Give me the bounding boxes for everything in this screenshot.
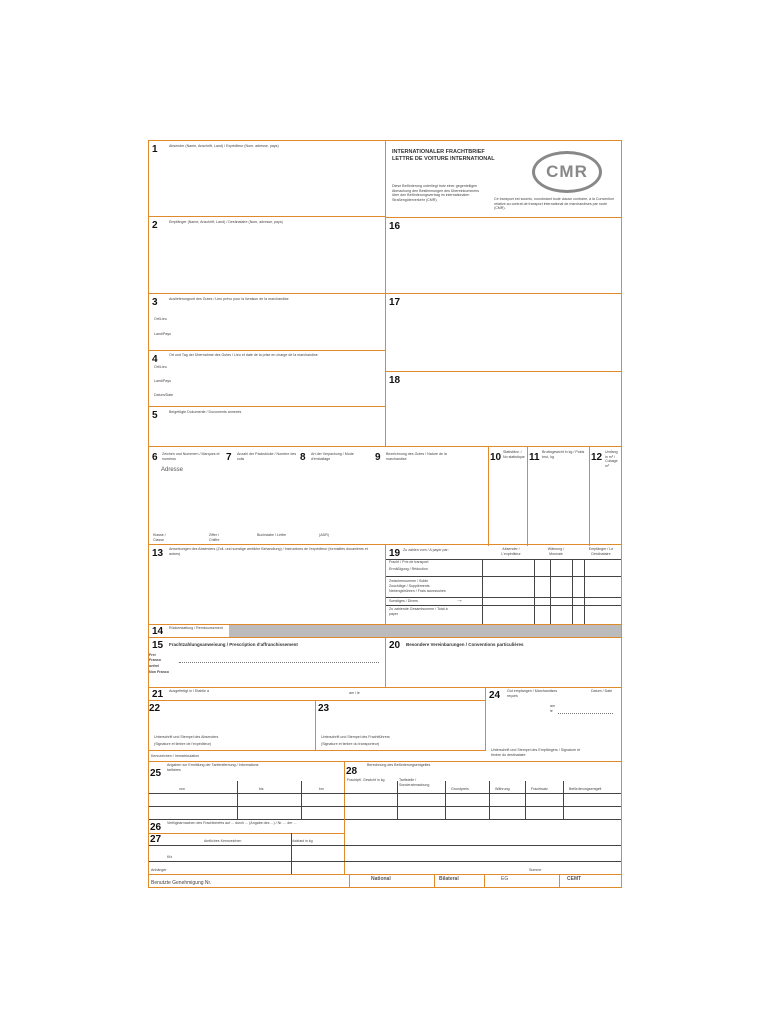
- row-label: Nebengebühren / Frais accessoires: [389, 589, 446, 593]
- field-label: Angaben zur Ermittlung der Tarifentfernung / Informations tarifaires: [167, 763, 259, 772]
- divider: [527, 447, 528, 546]
- field-label: Berechnung des Beförderungsentgeltes: [367, 763, 431, 767]
- field-number: 23: [318, 703, 330, 714]
- field-13-instructions[interactable]: [149, 545, 386, 624]
- place-label: Ort/Lieu: [154, 365, 167, 369]
- row-label: Zwischensumme / Solde: [389, 579, 429, 583]
- cmr-title-fr: LETTRE DE VOITURE INTERNATIONAL: [392, 156, 495, 162]
- field-number: 27: [150, 834, 162, 845]
- col-line: [397, 781, 398, 819]
- col-line: [489, 781, 490, 819]
- field-number: 19: [389, 548, 401, 559]
- field-label: Ausgefertigt in / Etablie à: [169, 689, 209, 693]
- divider: [559, 874, 560, 888]
- field-number: 25: [150, 768, 162, 779]
- field-label: Besondere Vereinbarungen / Conventions particulières: [406, 642, 524, 647]
- field-number: 20: [389, 640, 401, 651]
- field-label: Absender (Name, Anschrift, Land) / Expéditeur (Nom, adresse, pays): [169, 144, 279, 148]
- signature-label: Unterschrift und Stempel des Empfängers / Signature et timbre du destinataire: [491, 748, 581, 757]
- permit-label: Benutzte Genehmigung Nr.: [151, 880, 212, 886]
- dotted-line: [558, 713, 613, 714]
- field-3-delivery-place[interactable]: [149, 294, 386, 351]
- field-22-sender-signature[interactable]: [149, 701, 316, 751]
- field-label: Frachtzahlungsanweisung / Prescription d'affranchissement: [169, 642, 298, 647]
- row-line: [149, 793, 621, 794]
- divider: [488, 447, 489, 546]
- field-number: 18: [389, 375, 401, 386]
- field-label: Bruttogewicht in kg / Poids brut, kg: [542, 450, 585, 459]
- col-header: Frachtpfl. Gewicht in kg: [347, 778, 385, 782]
- field-number: 24: [489, 690, 501, 701]
- field-number: 4: [152, 354, 158, 365]
- col-header: Währung / Monnaie: [547, 547, 565, 556]
- row-line: [386, 597, 621, 598]
- adr-label: (ADR): [319, 533, 329, 537]
- field-label: Verfügbarmachen des Frachtbriefes auf ... durch ... (Angabe des ...) / Nr. ... der ...: [167, 821, 297, 825]
- field-number: 1: [152, 144, 158, 155]
- cmr-title-de: INTERNATIONALER FRACHTBRIEF: [392, 149, 485, 155]
- field-number: 10: [490, 452, 502, 463]
- goods-section: [149, 446, 621, 545]
- field-19-payment: [386, 545, 621, 624]
- field-number: 13: [152, 548, 164, 559]
- field-17-successive-carrier[interactable]: [386, 294, 621, 372]
- field-1-sender[interactable]: [149, 141, 386, 217]
- col-line: [301, 781, 302, 819]
- field-number: 26: [150, 822, 162, 833]
- place-label: Ort/Lieu: [154, 317, 167, 321]
- row-label: Zu zahlende Gesamtsumme / Total à payer: [389, 607, 448, 616]
- divider: [344, 819, 345, 874]
- country-label: Land/Pays: [154, 379, 171, 383]
- field-label: Nutzlast in kg: [291, 839, 313, 843]
- divider: [484, 874, 485, 888]
- field-number: 6: [152, 452, 158, 463]
- field-number: 15: [152, 640, 164, 651]
- field-number: 21: [152, 689, 164, 700]
- field-label: Gut empfangen / Marchandises reçues: [507, 689, 558, 698]
- am-label: am: [550, 704, 555, 708]
- row-label: Sonstiges / Divers: [389, 599, 418, 603]
- field-number: 11: [529, 452, 540, 463]
- field-label: Umfang in m³ / Cubage m³: [605, 450, 618, 468]
- divider: [344, 761, 345, 819]
- col-line: [482, 559, 483, 624]
- col-line: [584, 559, 585, 624]
- col-line: [572, 559, 573, 624]
- row-label: Ermäßigung / Réduction: [389, 567, 428, 571]
- letter-label: Buchstabe / Lettre: [257, 533, 287, 537]
- option-label: Non Franco: [149, 670, 169, 674]
- permit-national[interactable]: National: [371, 876, 391, 882]
- field-number: 2: [152, 220, 158, 231]
- row-line: [149, 819, 621, 820]
- divider: [434, 874, 435, 888]
- col-header: Absender / L'expéditeur: [501, 547, 521, 556]
- date-label: am / le: [349, 691, 360, 695]
- le-label: le: [550, 709, 553, 713]
- option-label: Frei: [149, 653, 156, 657]
- field-18-reservations[interactable]: [386, 372, 621, 446]
- col-header: Tarifstelle / Sonderabmachung: [399, 778, 430, 787]
- date-label: Datum / Date: [591, 689, 613, 693]
- permit-cemt[interactable]: CEMT: [567, 876, 582, 882]
- cod-shaded-area: [229, 625, 621, 637]
- field-number: 5: [152, 410, 158, 421]
- field-16-carrier[interactable]: [386, 217, 621, 294]
- field-number: 3: [152, 297, 158, 308]
- cmr-notice-fr: Ce transport est soumis, nonobstant toute clause contraire, à la Convention relative au contrat de transport international de marchandises par route (CMR).: [494, 197, 615, 210]
- field-number: 16: [389, 221, 401, 232]
- field-label: Anweisungen des Absenders (Zoll- und sonstige amtliche Behandlung) / Instructions de l'expéditeur (formalités douanières et autres): [169, 547, 368, 556]
- row-line: [386, 576, 621, 577]
- field-number: 28: [346, 766, 358, 777]
- field-label: Zeichen und Nummern / Marques et numéros: [162, 452, 220, 461]
- divider: [149, 761, 621, 762]
- field-number: 12: [591, 452, 603, 463]
- cmr-logo-text: CMR: [546, 162, 588, 181]
- arrow-icon: →: [456, 597, 463, 604]
- col-header: Frachtsatz: [531, 787, 548, 791]
- country-label: Land/Pays: [154, 332, 171, 336]
- digit-label: Ziffer / Chiffre: [209, 533, 220, 542]
- field-label: Art der Verpackung / Mode d'emballage: [311, 452, 354, 461]
- trailer-label: Anhänger: [151, 868, 167, 872]
- class-label: Klasse / Classe: [153, 533, 166, 542]
- col-line: [237, 781, 238, 819]
- field-label: Rückerstattung / Remboursement: [169, 626, 223, 630]
- address-label: Adresse: [161, 467, 184, 473]
- field-21-established[interactable]: [149, 687, 486, 701]
- divider: [589, 447, 590, 546]
- permit-bilateral[interactable]: Bilateral: [439, 876, 459, 882]
- field-label: Bezeichnung des Gutes / Nature de la marchandise: [386, 452, 447, 461]
- field-24-goods-received[interactable]: [486, 687, 621, 761]
- signature-label: Unterschrift und Stempel des Frachtführers: [321, 735, 390, 739]
- field-label: Auslieferungsort des Gutes / Lieu prévu pour la livraison de la marchandise: [169, 297, 289, 301]
- col-line: [563, 781, 564, 819]
- col-line: [550, 559, 551, 624]
- option-label: unfrei: [149, 664, 159, 668]
- row-line: [386, 605, 621, 606]
- col-line: [445, 781, 446, 819]
- col-header: Grundpreis: [451, 787, 469, 791]
- col-line: [525, 781, 526, 819]
- row-label: Fracht / Prix de transport: [389, 560, 429, 564]
- date-label: Datum/Date: [154, 393, 174, 397]
- cmr-form: [148, 140, 622, 888]
- field-label: Zu zahlen vom / A payer par:: [403, 548, 449, 552]
- col-header: Beförderungsentgelt: [569, 787, 602, 791]
- sum-label: Summe: [529, 868, 542, 872]
- col-header: Empfänger / Le Destinataire: [588, 547, 614, 556]
- permit-eg[interactable]: EG: [501, 876, 509, 882]
- field-2-consignee[interactable]: [149, 217, 386, 294]
- field-number: 22: [149, 703, 161, 714]
- divider: [349, 874, 350, 888]
- field-number: 7: [226, 452, 232, 463]
- row-line: [149, 806, 621, 807]
- col-header: km: [319, 787, 324, 791]
- registration-label: Kennzeichen / Immatriculation: [151, 754, 200, 758]
- dotted-line: [179, 662, 379, 663]
- field-label: Statistiknr. / No statistique: [503, 450, 525, 459]
- field-label: Ort und Tag der Übernahme des Gutes / Lieu et date de la prise en charge de la marchandise: [169, 353, 318, 357]
- field-number: 8: [300, 452, 306, 463]
- divider: [149, 833, 344, 834]
- option-label: Franco: [149, 658, 161, 662]
- col-header: bis: [259, 787, 264, 791]
- field-label: Empfänger (Name, Anschrift, Land) / Destinataire (Nom, adresse, pays): [169, 220, 283, 224]
- cmr-logo: [532, 151, 602, 193]
- signature-label: (Signature et timbre du transporteur): [321, 742, 380, 746]
- field-number: 17: [389, 297, 401, 308]
- field-label: Beigefügte Dokumente / Documents annexés: [169, 410, 242, 414]
- field-23-carrier-signature[interactable]: [316, 701, 486, 751]
- field-number: 14: [152, 626, 164, 637]
- field-5-documents[interactable]: [149, 407, 386, 446]
- field-15-payment-instructions[interactable]: [149, 638, 386, 687]
- row-label: Zuschläge / Suppléments: [389, 584, 430, 588]
- col-line: [291, 833, 292, 874]
- col-header: Währung: [495, 787, 510, 791]
- row-line: [149, 845, 621, 846]
- field-20-special-agreements[interactable]: [386, 638, 621, 687]
- col-line: [534, 559, 535, 624]
- field-label: Amtliches Kennzeichen: [204, 839, 242, 843]
- signature-label: (Signature et timbre de l'expéditeur): [154, 742, 212, 746]
- field-14-cod[interactable]: [149, 624, 621, 638]
- divider: [149, 874, 621, 875]
- col-header: von: [179, 787, 185, 791]
- cmr-notice-de: Diese Beförderung unterliegt trotz einer gegenteiligen Abmachung den Bestimmungen des Übereinkommens über den Beförderungsvertrag im internationalen Straßengüterverkehr (CMR).: [392, 184, 480, 202]
- row-line: [149, 861, 621, 862]
- signature-label: Unterschrift und Stempel des Absenders: [154, 735, 219, 739]
- vehicle-label: Kfz: [167, 855, 173, 859]
- field-4-takeover-place[interactable]: [149, 351, 386, 407]
- field-label: Anzahl der Packstücke / Nombre des colis: [237, 452, 297, 461]
- field-number: 9: [375, 452, 381, 463]
